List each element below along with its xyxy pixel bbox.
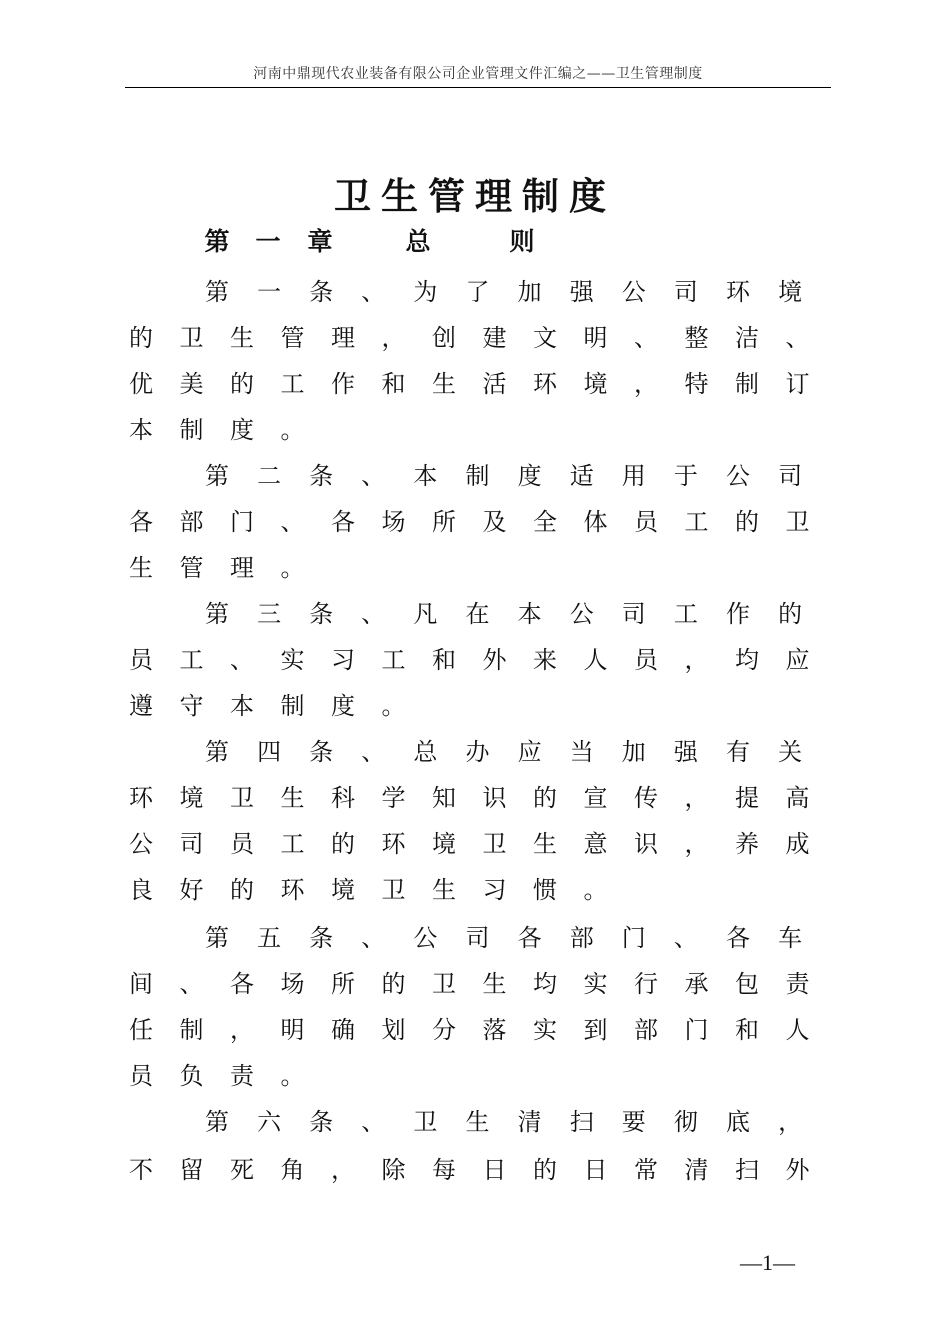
document-title: 卫生管理制度 xyxy=(334,174,616,218)
page-number: —1— xyxy=(740,1250,795,1275)
header-text: 河南中鼎现代农业装备有限公司企业管理文件汇编之——卫生管理制度 xyxy=(253,66,703,82)
running-header xyxy=(125,63,831,88)
